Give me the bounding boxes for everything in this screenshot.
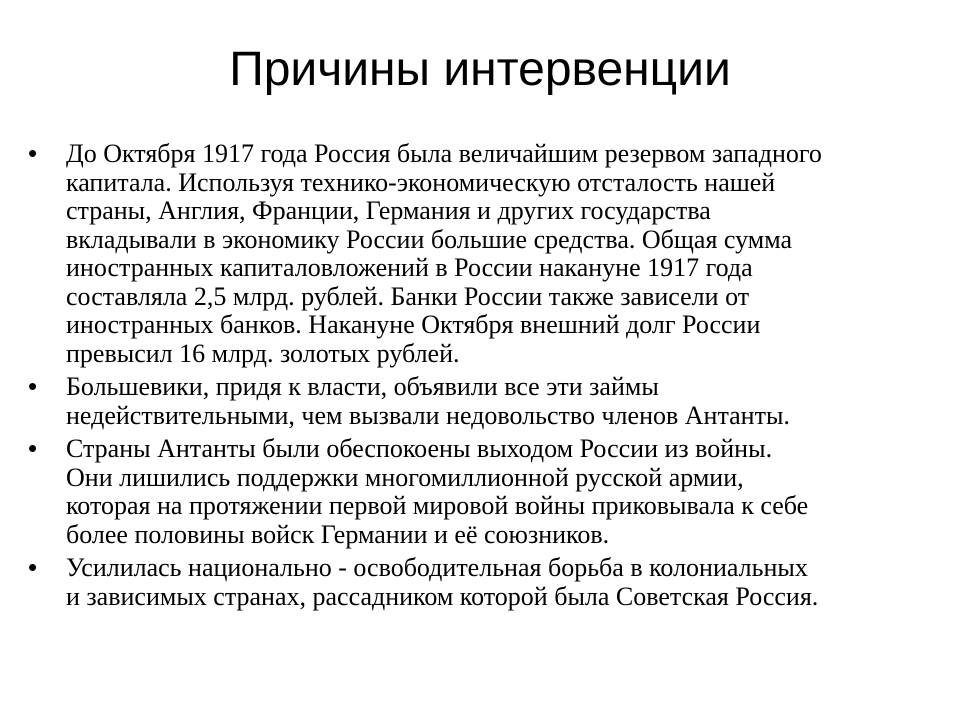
bullet-text — [66, 139, 822, 368]
bullet-icon: • — [28, 138, 38, 168]
bullet-line: иностранных банков. Накануне Октября внешний долг России — [66, 310, 761, 339]
bullet-item-3 — [28, 435, 928, 549]
bullet-line: недействительными, чем вызвали недовольство членов Антанты. — [66, 400, 790, 430]
bullet-line: превысил 16 млрд. золотых рублей. — [66, 338, 460, 368]
bullet-line: которая на протяжении первой мировой войны приковывала к себе — [66, 491, 809, 520]
bullet-line: Большевики, придя к власти, объявили все эти займы — [66, 372, 659, 401]
bullet-text — [66, 553, 818, 611]
bullet-line: капитала. Используя технико-экономическую отсталость нашей — [66, 167, 776, 197]
bullet-line: Усилилась национально - освободительная борьба в колониальных — [66, 553, 808, 582]
bullet-item-2 — [28, 373, 928, 430]
bullet-line: иностранных капиталовложений в России накануне 1917 года — [66, 253, 753, 282]
bullet-line: более половины войск Германии и её союзников. — [66, 519, 610, 549]
bullet-text — [66, 434, 808, 549]
bullet-list — [28, 140, 928, 616]
bullet-line: Они лишились поддержки многомиллионной русской армии, — [66, 462, 744, 492]
bullet-icon: • — [28, 371, 38, 401]
bullet-line: составляла 2,5 млрд. рублей. Банки России также зависели от — [66, 281, 750, 311]
bullet-text — [66, 372, 790, 430]
bullet-item-1 — [28, 140, 928, 368]
bullet-line: страны, Англия, Франции, Германия и других государства — [66, 196, 711, 225]
bullet-item-4 — [28, 554, 928, 611]
slide-title: Причины интервенции — [229, 43, 731, 96]
bullet-icon: • — [28, 433, 38, 463]
bullet-line: и зависимых странах, рассадником которой была Советская Россия. — [66, 581, 819, 611]
bullet-line: Страны Антанты были обеспокоены выходом России из войны. — [66, 434, 773, 463]
bullet-icon: • — [28, 552, 38, 582]
bullet-line: До Октября 1917 года Россия была величайшим резервом западного — [66, 139, 822, 168]
bullet-line: вкладывали в экономику России большие средства. Общая сумма — [66, 224, 793, 254]
